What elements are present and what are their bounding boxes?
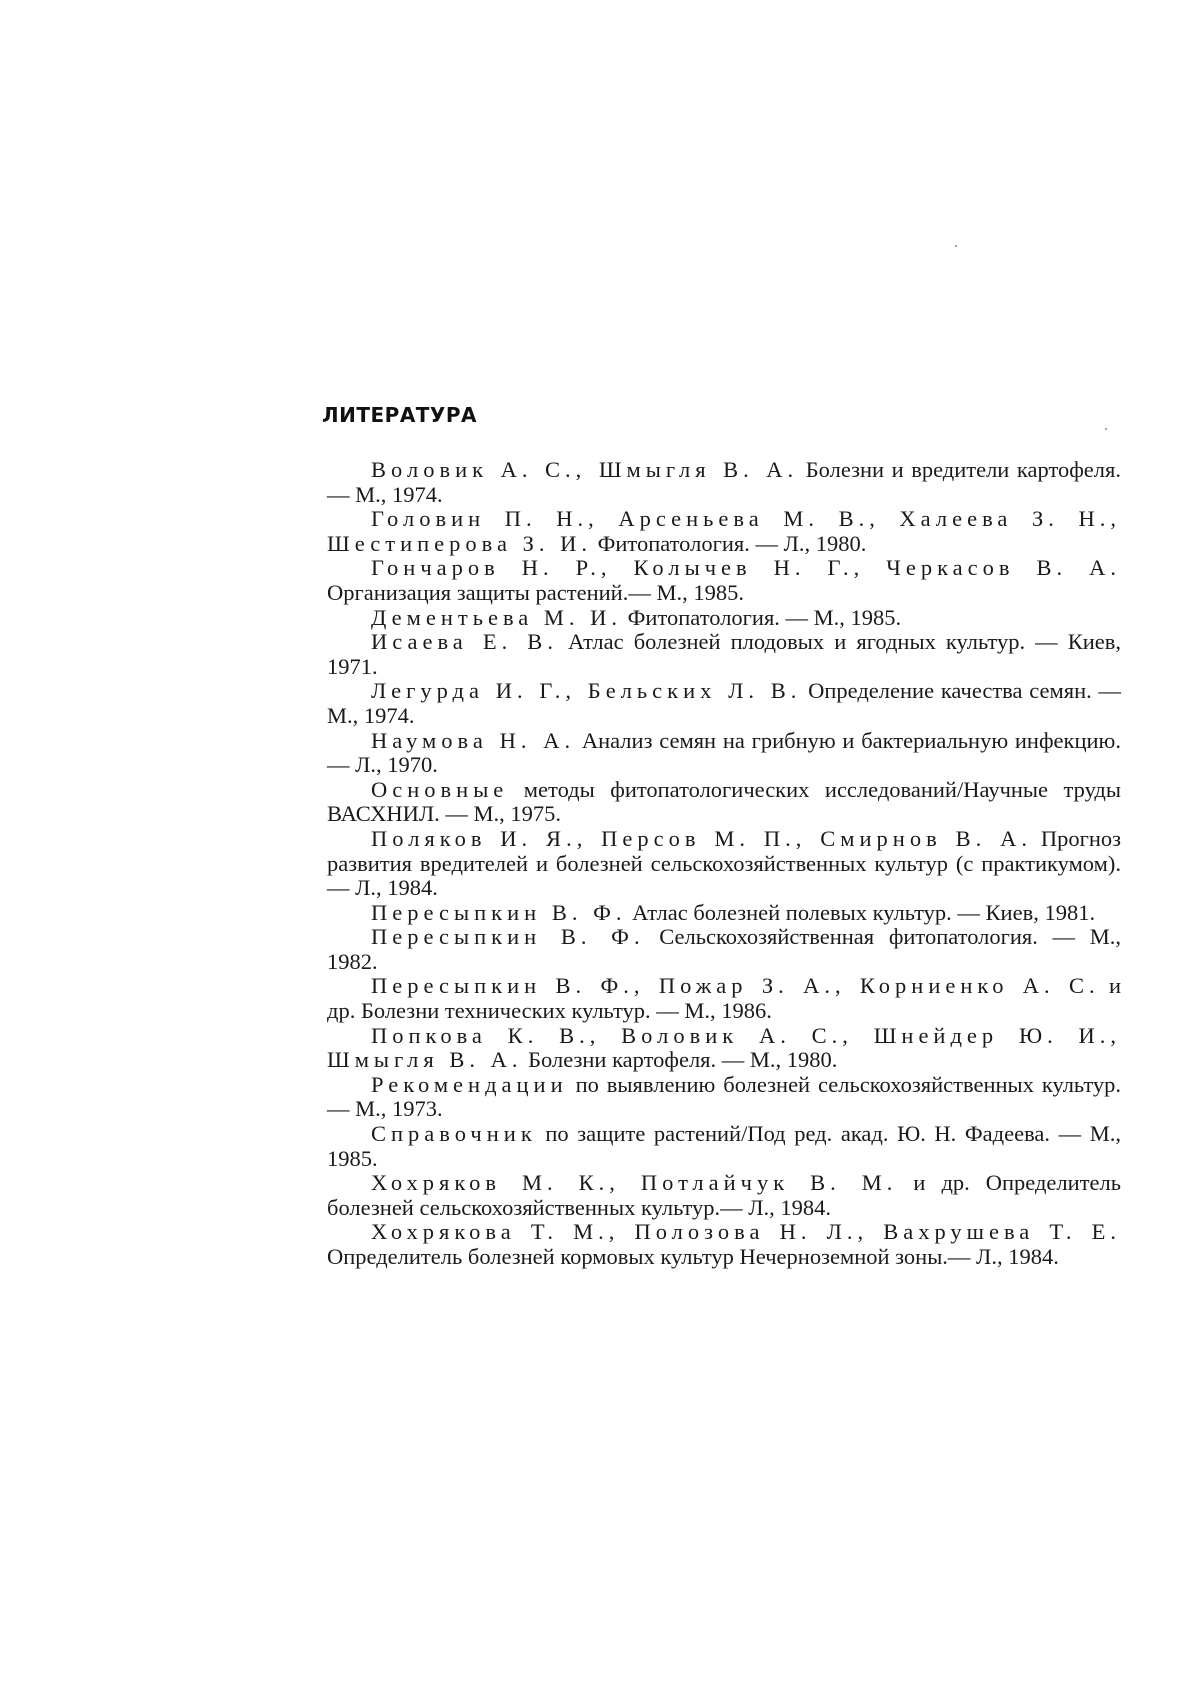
page-heading: ЛИТЕРАТУРА — [322, 403, 477, 427]
reference-author: Головин П. Н., Арсеньева М. В., Халеева З. Н., Шестиперова З. И. — [327, 506, 1121, 556]
reference-author: Хохряков М. К., Потлайчук В. М. — [371, 1170, 898, 1196]
reference-author: Наумова Н. А. — [371, 727, 576, 753]
reference-item — [327, 1073, 1121, 1122]
reference-author: Воловик А. С., Шмыгля В. А. — [371, 457, 799, 482]
reference-text: и др. Болезни технических культур. — М., 1986. — [327, 973, 1121, 1024]
reference-author: Пересыпкин В. Ф. — [371, 924, 645, 950]
reference-item — [327, 827, 1121, 901]
reference-text: и др. Определитель болезней сельскохозяйственных культур.— Л., 1984. — [327, 1170, 1121, 1220]
reference-author: Пересыпкин В. Ф. — [371, 899, 627, 925]
reference-author: Попкова К. В., Воловик А. С., Шнейдер Ю. И., Шмыгля В. А. — [327, 1022, 1121, 1073]
reference-text: Сельскохозяйственная фитопатология. — М., 1982. — [327, 924, 1121, 974]
reference-text: Определение качества семян. — М., 1974. — [327, 678, 1121, 728]
reference-text: методы фитопатологических исследований/Научные труды ВАСХНИЛ. — М., 1975. — [327, 776, 1121, 827]
reference-author: Исаева Е. В. — [371, 629, 558, 655]
reference-item — [327, 679, 1121, 728]
reference-item — [327, 458, 1121, 507]
reference-text: Атлас болезней полевых культур. — Киев, 1981. — [626, 899, 1096, 925]
scan-speck — [955, 245, 957, 247]
reference-item — [327, 1220, 1121, 1269]
reference-author: Дементьева М. И. — [371, 604, 623, 630]
reference-text: Прогноз развития вредителей и болезней сельскохозяйственных культур (с практикумом). — Л., 1984. — [327, 825, 1121, 901]
reference-text: Болезни картофеля. — М., 1980. — [522, 1047, 838, 1073]
reference-item — [327, 630, 1121, 679]
reference-item — [327, 778, 1121, 827]
reference-item — [327, 606, 1121, 631]
reference-text: по защите растений/Под ред. акад. Ю. Н. Фадеева. — М., 1985. — [327, 1121, 1121, 1171]
reference-item — [327, 507, 1121, 556]
reference-item — [327, 901, 1121, 926]
reference-text: Фитопатология. — М., 1985. — [622, 604, 902, 630]
reference-text: Атлас болезней плодовых и ягодных культур. — Киев, 1971. — [327, 629, 1121, 679]
reference-text: Болезни и вредители картофеля. — М., 1974. — [327, 457, 1121, 507]
reference-text: Анализ семян на грибную и бактериальную инфекцию. — Л., 1970. — [327, 727, 1121, 778]
reference-author: Справочник — [371, 1121, 537, 1147]
reference-item — [327, 1122, 1121, 1171]
reference-author: Хохрякова Т. М., Полозова Н. Л., Вахрушева Т. Е. — [371, 1219, 1121, 1245]
reference-author: Рекомендации — [371, 1071, 568, 1097]
reference-text: по выявлению болезней сельскохозяйственных культур. — М., 1973. — [327, 1071, 1121, 1122]
reference-item — [327, 729, 1121, 778]
reference-item — [327, 556, 1121, 605]
reference-text: Определитель болезней кормовых культур Нечерноземной зоны.— Л., 1984. — [327, 1244, 1059, 1269]
reference-item — [327, 925, 1121, 974]
reference-item — [327, 1171, 1121, 1220]
reference-list — [327, 458, 1121, 1270]
reference-item — [327, 1024, 1121, 1073]
reference-author: Поляков И. Я., Персов М. П., Смирнов В. А. — [371, 825, 1032, 851]
reference-author: Гончаров Н. Р., Колычев Н. Г., Черкасов В. А. — [371, 555, 1121, 581]
reference-text: Фитопатология. — Л., 1980. — [591, 530, 867, 556]
reference-item — [327, 974, 1121, 1023]
reference-text: Организация защиты растений.— М., 1985. — [327, 579, 744, 605]
reference-author: Пересыпкин В. Ф., Пожар З. А., Корниенко А. С. — [371, 973, 1100, 999]
reference-author: Легурда И. Г., Бельских Л. В. — [371, 678, 802, 704]
scan-speck — [1105, 428, 1107, 430]
reference-author: Основные — [371, 776, 509, 802]
